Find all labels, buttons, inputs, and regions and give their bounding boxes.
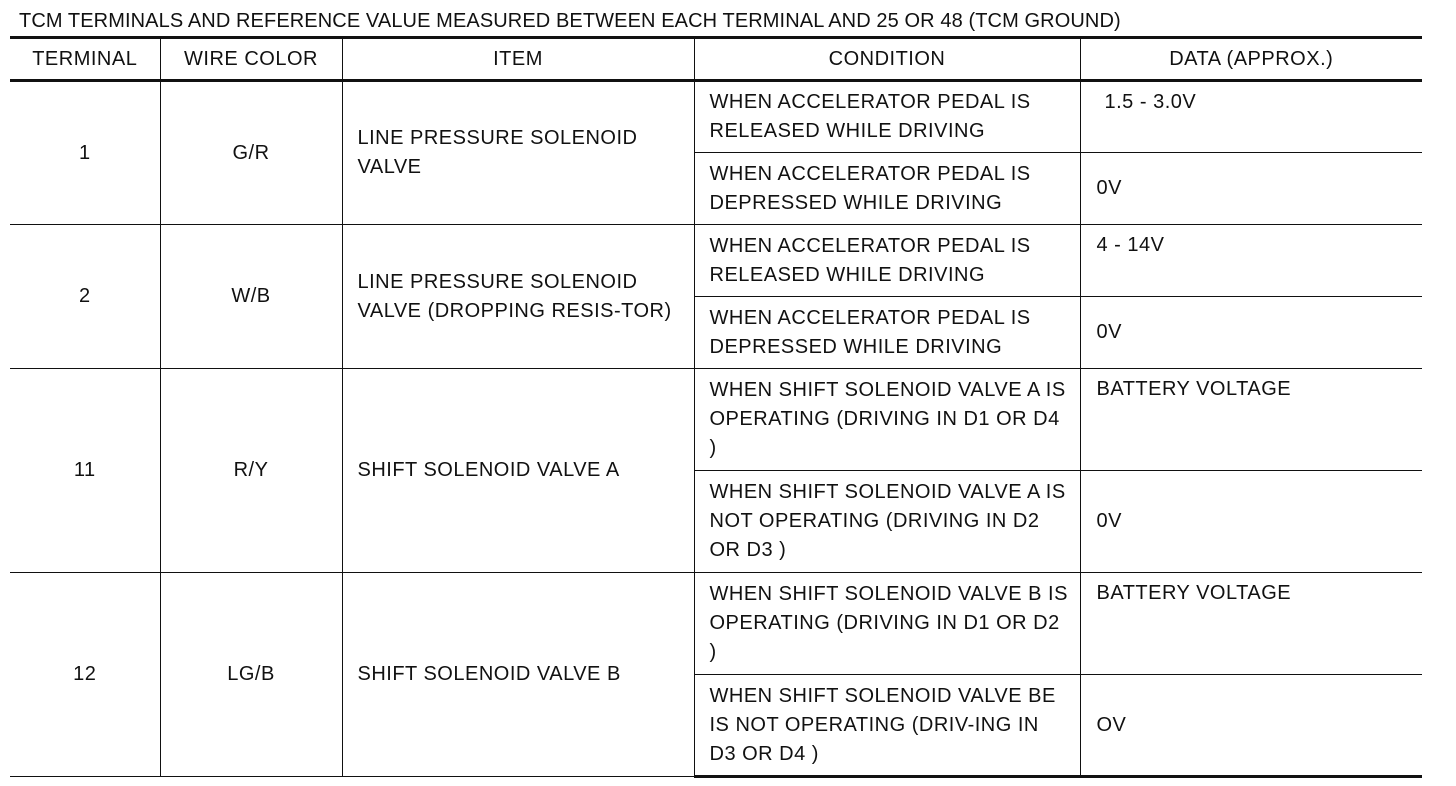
terminal-cell: 11	[10, 369, 160, 573]
data-cell: BATTERY VOLTAGE	[1080, 369, 1422, 471]
item-cell: SHIFT SOLENOID VALVE B	[342, 573, 694, 777]
column-header-wire-color: WIRE COLOR	[160, 38, 342, 81]
table-row	[10, 573, 1422, 675]
table-row	[10, 225, 1422, 297]
condition-cell: WHEN SHIFT SOLENOID VALVE A IS OPERATING (DRIVING IN D1 OR D4 )	[694, 369, 1080, 471]
wire-color-cell: G/R	[160, 81, 342, 225]
column-header-condition: CONDITION	[694, 38, 1080, 81]
condition-cell: WHEN ACCELERATOR PEDAL IS RELEASED WHILE DRIVING	[694, 225, 1080, 297]
header-row	[10, 38, 1422, 81]
item-cell: SHIFT SOLENOID VALVE A	[342, 369, 694, 573]
wire-color-cell: R/Y	[160, 369, 342, 573]
column-header-terminal: TERMINAL	[10, 38, 160, 81]
data-cell: OV	[1080, 675, 1422, 777]
wire-color-cell: W/B	[160, 225, 342, 369]
terminal-cell: 2	[10, 225, 160, 369]
data-cell: 0V	[1080, 471, 1422, 573]
data-cell: 0V	[1080, 297, 1422, 369]
terminal-cell: 12	[10, 573, 160, 777]
wire-color-cell: LG/B	[160, 573, 342, 777]
column-header-item: ITEM	[342, 38, 694, 81]
data-cell: 1.5 - 3.0V	[1080, 81, 1422, 153]
data-cell: 4 - 14V	[1080, 225, 1422, 297]
terminal-cell: 1	[10, 81, 160, 225]
data-cell: 0V	[1080, 153, 1422, 225]
terminal-reference-table	[10, 36, 1422, 778]
item-cell: LINE PRESSURE SOLENOID VALVE	[342, 81, 694, 225]
condition-cell: WHEN SHIFT SOLENOID VALVE BE IS NOT OPERATING (DRIV-ING IN D3 OR D4 )	[694, 675, 1080, 777]
condition-cell: WHEN SHIFT SOLENOID VALVE A IS NOT OPERATING (DRIVING IN D2 OR D3 )	[694, 471, 1080, 573]
column-header-data: DATA (APPROX.)	[1080, 38, 1422, 81]
table-row	[10, 369, 1422, 471]
condition-cell: WHEN ACCELERATOR PEDAL IS DEPRESSED WHILE DRIVING	[694, 153, 1080, 225]
table-row	[10, 81, 1422, 153]
data-cell: BATTERY VOLTAGE	[1080, 573, 1422, 675]
condition-cell: WHEN SHIFT SOLENOID VALVE B IS OPERATING (DRIVING IN D1 OR D2 )	[694, 573, 1080, 675]
condition-cell: WHEN ACCELERATOR PEDAL IS DEPRESSED WHILE DRIVING	[694, 297, 1080, 369]
condition-cell: WHEN ACCELERATOR PEDAL IS RELEASED WHILE DRIVING	[694, 81, 1080, 153]
item-cell: LINE PRESSURE SOLENOID VALVE (DROPPING RESIS-TOR)	[342, 225, 694, 369]
page-title: TCM TERMINALS AND REFERENCE VALUE MEASURED BETWEEN EACH TERMINAL AND 25 OR 48 (TCM GROUND)	[19, 10, 1121, 32]
